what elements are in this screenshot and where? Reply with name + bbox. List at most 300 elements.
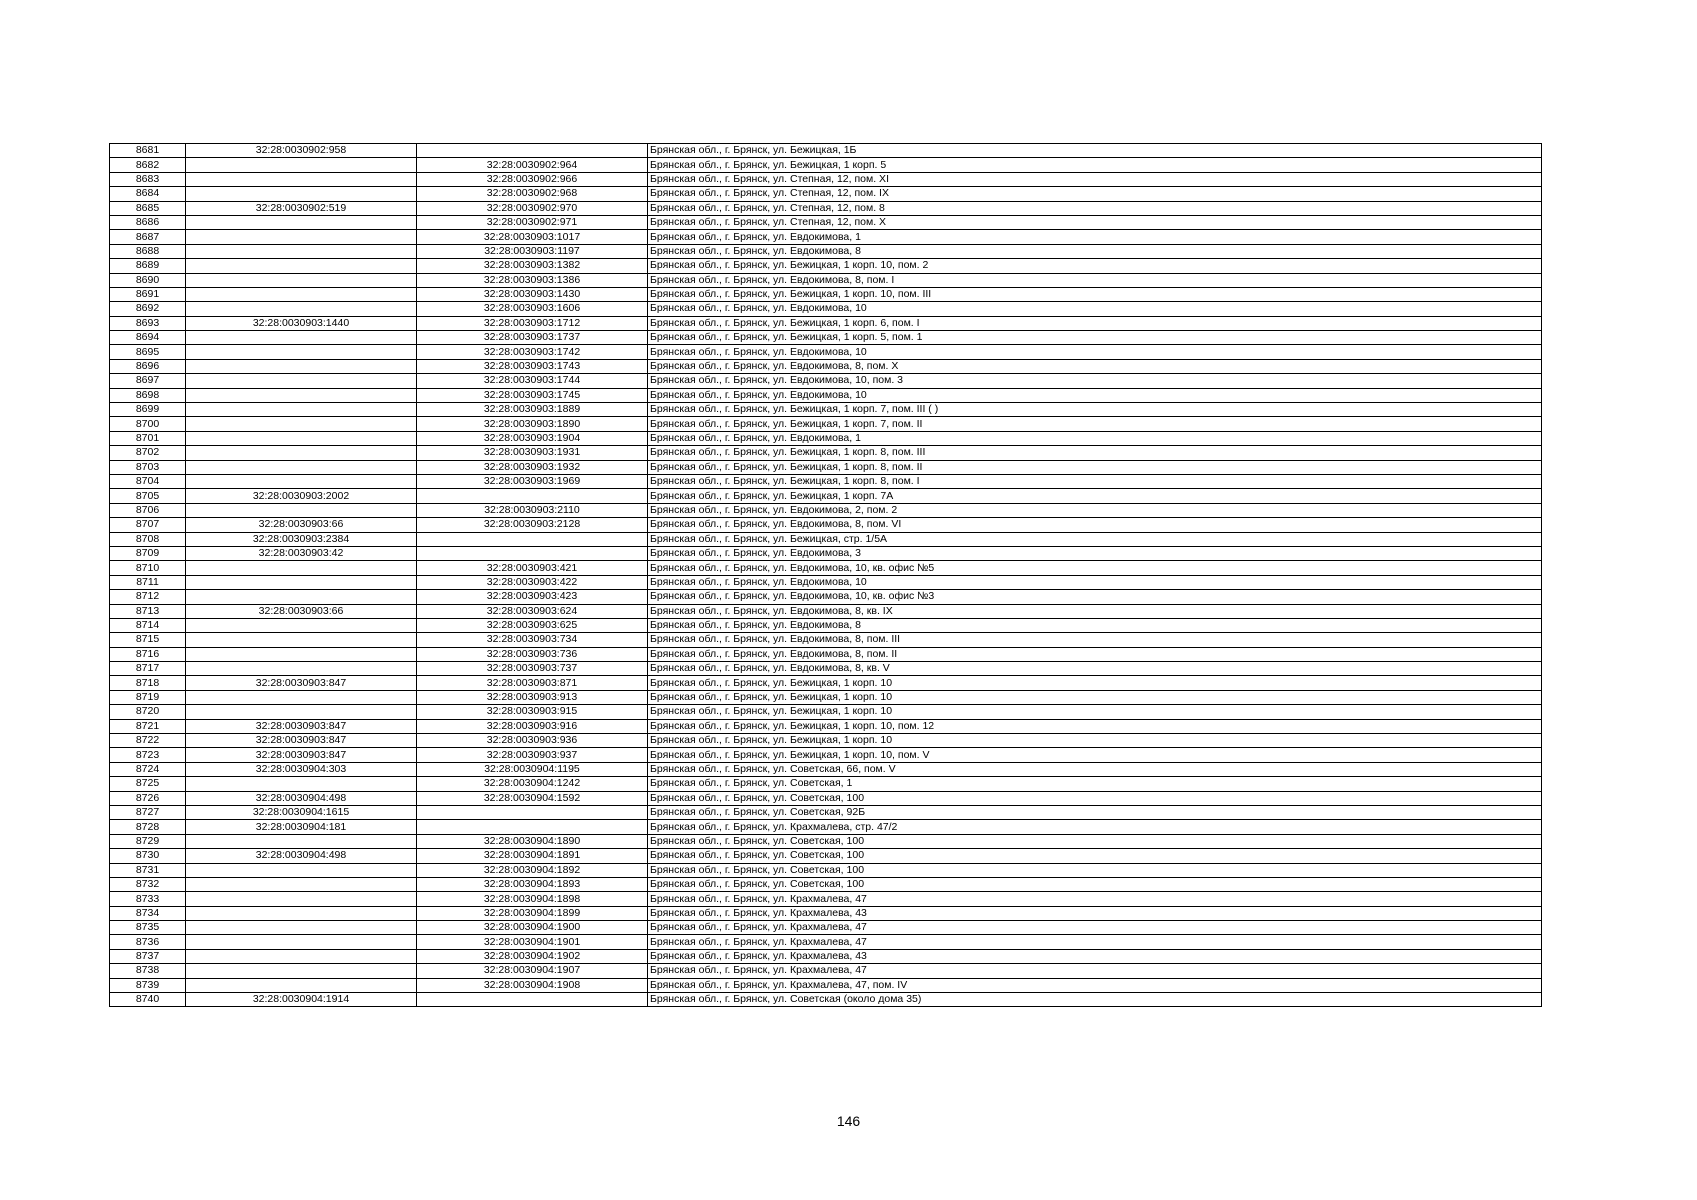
address-cell: Брянская обл., г. Брянск, ул. Бежицкая, 1 корп. 7, пом. II	[648, 417, 1542, 431]
address-cell: Брянская обл., г. Брянск, ул. Бежицкая, 1 корп. 10, пом. 12	[648, 719, 1542, 733]
row-number-cell: 8710	[110, 561, 186, 575]
parcel-number-cell	[186, 863, 417, 877]
table-row	[110, 230, 1542, 244]
table-row	[110, 446, 1542, 460]
parcel-number-cell: 32:28:0030902:958	[186, 144, 417, 158]
object-number-cell: 32:28:0030904:1242	[417, 777, 648, 791]
object-number-cell: 32:28:0030903:1386	[417, 273, 648, 287]
object-number-cell: 32:28:0030904:1907	[417, 964, 648, 978]
table-row	[110, 906, 1542, 920]
object-number-cell: 32:28:0030903:736	[417, 647, 648, 661]
address-cell: Брянская обл., г. Брянск, ул. Крахмалева, 47	[648, 921, 1542, 935]
row-number-cell: 8703	[110, 460, 186, 474]
table-row	[110, 734, 1542, 748]
address-cell: Брянская обл., г. Брянск, ул. Советская, 1	[648, 777, 1542, 791]
object-number-cell: 32:28:0030903:913	[417, 690, 648, 704]
row-number-cell: 8740	[110, 993, 186, 1007]
table-row	[110, 388, 1542, 402]
parcel-number-cell	[186, 359, 417, 373]
table-row	[110, 287, 1542, 301]
object-number-cell: 32:28:0030903:1932	[417, 460, 648, 474]
object-number-cell: 32:28:0030902:964	[417, 158, 648, 172]
table-row	[110, 705, 1542, 719]
address-cell: Брянская обл., г. Брянск, ул. Бежицкая, 1 корп. 7, пом. III ( )	[648, 403, 1542, 417]
table-row	[110, 273, 1542, 287]
table-row	[110, 331, 1542, 345]
table-row	[110, 777, 1542, 791]
object-number-cell: 32:28:0030902:971	[417, 215, 648, 229]
object-number-cell: 32:28:0030904:1890	[417, 834, 648, 848]
parcel-number-cell: 32:28:0030904:303	[186, 762, 417, 776]
row-number-cell: 8687	[110, 230, 186, 244]
row-number-cell: 8691	[110, 287, 186, 301]
parcel-number-cell	[186, 287, 417, 301]
row-number-cell: 8702	[110, 446, 186, 460]
address-cell: Брянская обл., г. Брянск, ул. Евдокимова, 8, пом. III	[648, 633, 1542, 647]
address-cell: Брянская обл., г. Брянск, ул. Советская, 100	[648, 849, 1542, 863]
parcel-number-cell	[186, 474, 417, 488]
parcel-number-cell	[186, 244, 417, 258]
row-number-cell: 8705	[110, 489, 186, 503]
address-cell: Брянская обл., г. Брянск, ул. Бежицкая, 1 корп. 5, пом. 1	[648, 331, 1542, 345]
row-number-cell: 8685	[110, 201, 186, 215]
parcel-number-cell	[186, 906, 417, 920]
table-row	[110, 518, 1542, 532]
object-number-cell: 32:28:0030904:1891	[417, 849, 648, 863]
object-number-cell: 32:28:0030904:1898	[417, 892, 648, 906]
parcel-number-cell	[186, 431, 417, 445]
row-number-cell: 8681	[110, 144, 186, 158]
row-number-cell: 8739	[110, 978, 186, 992]
row-number-cell: 8695	[110, 345, 186, 359]
row-number-cell: 8700	[110, 417, 186, 431]
table-row	[110, 618, 1542, 632]
object-number-cell: 32:28:0030904:1908	[417, 978, 648, 992]
table-row	[110, 676, 1542, 690]
object-number-cell: 32:28:0030903:1197	[417, 244, 648, 258]
parcel-number-cell	[186, 259, 417, 273]
row-number-cell: 8684	[110, 187, 186, 201]
address-cell: Брянская обл., г. Брянск, ул. Советская, 92Б	[648, 805, 1542, 819]
object-number-cell: 32:28:0030903:916	[417, 719, 648, 733]
object-number-cell: 32:28:0030904:1892	[417, 863, 648, 877]
address-cell: Брянская обл., г. Брянск, ул. Евдокимова, 8, пом. II	[648, 647, 1542, 661]
parcel-number-cell	[186, 302, 417, 316]
parcel-number-cell: 32:28:0030903:66	[186, 518, 417, 532]
object-number-cell: 32:28:0030904:1592	[417, 791, 648, 805]
address-cell: Брянская обл., г. Брянск, ул. Евдокимова, 1	[648, 431, 1542, 445]
parcel-number-cell	[186, 388, 417, 402]
row-number-cell: 8733	[110, 892, 186, 906]
table-row	[110, 647, 1542, 661]
address-cell: Брянская обл., г. Брянск, ул. Евдокимова, 2, пом. 2	[648, 503, 1542, 517]
table-row	[110, 561, 1542, 575]
parcel-number-cell	[186, 964, 417, 978]
object-number-cell: 32:28:0030903:937	[417, 748, 648, 762]
object-number-cell	[417, 532, 648, 546]
table-row	[110, 993, 1542, 1007]
object-number-cell: 32:28:0030903:1712	[417, 316, 648, 330]
object-number-cell: 32:28:0030903:625	[417, 618, 648, 632]
parcel-number-cell	[186, 273, 417, 287]
object-number-cell: 32:28:0030902:968	[417, 187, 648, 201]
object-number-cell: 32:28:0030903:422	[417, 575, 648, 589]
object-number-cell	[417, 489, 648, 503]
object-number-cell: 32:28:0030903:1606	[417, 302, 648, 316]
address-cell: Брянская обл., г. Брянск, ул. Крахмалева, стр. 47/2	[648, 820, 1542, 834]
object-number-cell	[417, 144, 648, 158]
row-number-cell: 8726	[110, 791, 186, 805]
table-row	[110, 575, 1542, 589]
table-row	[110, 172, 1542, 186]
address-cell: Брянская обл., г. Брянск, ул. Крахмалева, 47, пом. IV	[648, 978, 1542, 992]
object-number-cell	[417, 820, 648, 834]
table-row	[110, 302, 1542, 316]
row-number-cell: 8689	[110, 259, 186, 273]
address-cell: Брянская обл., г. Брянск, ул. Степная, 12, пом. XI	[648, 172, 1542, 186]
parcel-number-cell	[186, 158, 417, 172]
table-row	[110, 259, 1542, 273]
row-number-cell: 8723	[110, 748, 186, 762]
row-number-cell: 8694	[110, 331, 186, 345]
parcel-number-cell	[186, 690, 417, 704]
object-number-cell: 32:28:0030903:1382	[417, 259, 648, 273]
object-number-cell: 32:28:0030903:1889	[417, 403, 648, 417]
address-cell: Брянская обл., г. Брянск, ул. Бежицкая, 1 корп. 7А	[648, 489, 1542, 503]
parcel-number-cell: 32:28:0030904:181	[186, 820, 417, 834]
object-number-cell: 32:28:0030903:1931	[417, 446, 648, 460]
row-number-cell: 8699	[110, 403, 186, 417]
table-row	[110, 144, 1542, 158]
address-cell: Брянская обл., г. Брянск, ул. Советская, 66, пом. V	[648, 762, 1542, 776]
row-number-cell: 8711	[110, 575, 186, 589]
parcel-number-cell	[186, 705, 417, 719]
object-number-cell: 32:28:0030903:1430	[417, 287, 648, 301]
object-number-cell	[417, 993, 648, 1007]
row-number-cell: 8715	[110, 633, 186, 647]
row-number-cell: 8708	[110, 532, 186, 546]
table-row	[110, 532, 1542, 546]
row-number-cell: 8725	[110, 777, 186, 791]
table-row	[110, 345, 1542, 359]
table-row	[110, 187, 1542, 201]
address-cell: Брянская обл., г. Брянск, ул. Евдокимова, 10, пом. 3	[648, 374, 1542, 388]
parcel-number-cell	[186, 892, 417, 906]
row-number-cell: 8727	[110, 805, 186, 819]
row-number-cell: 8719	[110, 690, 186, 704]
address-cell: Брянская обл., г. Брянск, ул. Евдокимова, 10	[648, 388, 1542, 402]
row-number-cell: 8682	[110, 158, 186, 172]
row-number-cell: 8729	[110, 834, 186, 848]
address-cell: Брянская обл., г. Брянск, ул. Бежицкая, 1 корп. 8, пом. I	[648, 474, 1542, 488]
object-number-cell: 32:28:0030903:2110	[417, 503, 648, 517]
object-number-cell: 32:28:0030903:734	[417, 633, 648, 647]
address-cell: Брянская обл., г. Брянск, ул. Бежицкая, 1 корп. 10	[648, 676, 1542, 690]
parcel-number-cell	[186, 777, 417, 791]
address-cell: Брянская обл., г. Брянск, ул. Евдокимова, 8, пом. I	[648, 273, 1542, 287]
object-number-cell: 32:28:0030903:1743	[417, 359, 648, 373]
table-row	[110, 215, 1542, 229]
table-row	[110, 791, 1542, 805]
table-row	[110, 359, 1542, 373]
table-row	[110, 820, 1542, 834]
object-number-cell: 32:28:0030904:1902	[417, 949, 648, 963]
parcel-number-cell	[186, 978, 417, 992]
row-number-cell: 8738	[110, 964, 186, 978]
table-row	[110, 244, 1542, 258]
address-cell: Брянская обл., г. Брянск, ул. Бежицкая, стр. 1/5А	[648, 532, 1542, 546]
table-row	[110, 935, 1542, 949]
object-number-cell: 32:28:0030904:1899	[417, 906, 648, 920]
row-number-cell: 8706	[110, 503, 186, 517]
table-row	[110, 474, 1542, 488]
address-cell: Брянская обл., г. Брянск, ул. Советская, 100	[648, 877, 1542, 891]
parcel-number-cell	[186, 949, 417, 963]
parcel-number-cell	[186, 834, 417, 848]
table-row	[110, 964, 1542, 978]
row-number-cell: 8736	[110, 935, 186, 949]
parcel-number-cell	[186, 590, 417, 604]
row-number-cell: 8714	[110, 618, 186, 632]
address-cell: Брянская обл., г. Брянск, ул. Советская, 100	[648, 863, 1542, 877]
table-row	[110, 374, 1542, 388]
table-row	[110, 849, 1542, 863]
parcel-number-cell	[186, 877, 417, 891]
row-number-cell: 8704	[110, 474, 186, 488]
row-number-cell: 8713	[110, 604, 186, 618]
address-cell: Брянская обл., г. Брянск, ул. Евдокимова, 3	[648, 546, 1542, 560]
object-number-cell: 32:28:0030902:970	[417, 201, 648, 215]
address-cell: Брянская обл., г. Брянск, ул. Бежицкая, 1 корп. 10, пом. 2	[648, 259, 1542, 273]
row-number-cell: 8732	[110, 877, 186, 891]
parcel-number-cell: 32:28:0030903:847	[186, 719, 417, 733]
address-cell: Брянская обл., г. Брянск, ул. Крахмалева, 47	[648, 892, 1542, 906]
address-cell: Брянская обл., г. Брянск, ул. Крахмалева, 47	[648, 964, 1542, 978]
parcel-number-cell: 32:28:0030902:519	[186, 201, 417, 215]
parcel-number-cell	[186, 921, 417, 935]
registry-table	[109, 143, 1542, 1007]
table-row	[110, 949, 1542, 963]
table-row	[110, 201, 1542, 215]
row-number-cell: 8683	[110, 172, 186, 186]
table-row	[110, 863, 1542, 877]
address-cell: Брянская обл., г. Брянск, ул. Евдокимова, 10	[648, 575, 1542, 589]
table-row	[110, 892, 1542, 906]
row-number-cell: 8737	[110, 949, 186, 963]
address-cell: Брянская обл., г. Брянск, ул. Евдокимова, 8, пом. X	[648, 359, 1542, 373]
row-number-cell: 8686	[110, 215, 186, 229]
parcel-number-cell	[186, 187, 417, 201]
row-number-cell: 8731	[110, 863, 186, 877]
parcel-number-cell	[186, 230, 417, 244]
object-number-cell: 32:28:0030903:871	[417, 676, 648, 690]
object-number-cell: 32:28:0030903:1744	[417, 374, 648, 388]
table-row	[110, 805, 1542, 819]
object-number-cell: 32:28:0030903:1890	[417, 417, 648, 431]
parcel-number-cell: 32:28:0030903:847	[186, 734, 417, 748]
parcel-number-cell	[186, 662, 417, 676]
object-number-cell	[417, 805, 648, 819]
parcel-number-cell	[186, 633, 417, 647]
parcel-number-cell	[186, 172, 417, 186]
table-row	[110, 316, 1542, 330]
parcel-number-cell	[186, 647, 417, 661]
page-number: 146	[836, 1113, 861, 1129]
address-cell: Брянская обл., г. Брянск, ул. Бежицкая, 1 корп. 10	[648, 734, 1542, 748]
row-number-cell: 8692	[110, 302, 186, 316]
parcel-number-cell: 32:28:0030904:498	[186, 849, 417, 863]
address-cell: Брянская обл., г. Брянск, ул. Советская, 100	[648, 791, 1542, 805]
parcel-number-cell: 32:28:0030903:847	[186, 676, 417, 690]
address-cell: Брянская обл., г. Брянск, ул. Бежицкая, 1 корп. 5	[648, 158, 1542, 172]
parcel-number-cell	[186, 345, 417, 359]
table-row	[110, 921, 1542, 935]
parcel-number-cell: 32:28:0030903:1440	[186, 316, 417, 330]
table-row	[110, 403, 1542, 417]
table-row	[110, 417, 1542, 431]
object-number-cell: 32:28:0030903:1737	[417, 331, 648, 345]
address-cell: Брянская обл., г. Брянск, ул. Евдокимова, 8	[648, 618, 1542, 632]
address-cell: Брянская обл., г. Брянск, ул. Евдокимова, 10, кв. офис №3	[648, 590, 1542, 604]
address-cell: Брянская обл., г. Брянск, ул. Степная, 12, пом. IX	[648, 187, 1542, 201]
row-number-cell: 8724	[110, 762, 186, 776]
address-cell: Брянская обл., г. Брянск, ул. Советская (около дома 35)	[648, 993, 1542, 1007]
table-row	[110, 978, 1542, 992]
parcel-number-cell	[186, 503, 417, 517]
address-cell: Брянская обл., г. Брянск, ул. Евдокимова, 8, кв. IX	[648, 604, 1542, 618]
row-number-cell: 8716	[110, 647, 186, 661]
parcel-number-cell	[186, 935, 417, 949]
row-number-cell: 8722	[110, 734, 186, 748]
row-number-cell: 8698	[110, 388, 186, 402]
row-number-cell: 8697	[110, 374, 186, 388]
parcel-number-cell	[186, 215, 417, 229]
object-number-cell	[417, 546, 648, 560]
parcel-number-cell: 32:28:0030904:1615	[186, 805, 417, 819]
address-cell: Брянская обл., г. Брянск, ул. Крахмалева, 43	[648, 906, 1542, 920]
object-number-cell: 32:28:0030903:1904	[417, 431, 648, 445]
row-number-cell: 8690	[110, 273, 186, 287]
row-number-cell: 8735	[110, 921, 186, 935]
table-row	[110, 877, 1542, 891]
address-cell: Брянская обл., г. Брянск, ул. Бежицкая, 1 корп. 10	[648, 705, 1542, 719]
parcel-number-cell	[186, 403, 417, 417]
row-number-cell: 8712	[110, 590, 186, 604]
table-row	[110, 633, 1542, 647]
table-row	[110, 690, 1542, 704]
object-number-cell: 32:28:0030903:421	[417, 561, 648, 575]
row-number-cell: 8728	[110, 820, 186, 834]
row-number-cell: 8701	[110, 431, 186, 445]
address-cell: Брянская обл., г. Брянск, ул. Степная, 12, пом. X	[648, 215, 1542, 229]
parcel-number-cell: 32:28:0030903:847	[186, 748, 417, 762]
object-number-cell: 32:28:0030903:2128	[417, 518, 648, 532]
address-cell: Брянская обл., г. Брянск, ул. Евдокимова, 10, кв. офис №5	[648, 561, 1542, 575]
object-number-cell: 32:28:0030903:936	[417, 734, 648, 748]
address-cell: Брянская обл., г. Брянск, ул. Бежицкая, 1 корп. 10, пом. III	[648, 287, 1542, 301]
parcel-number-cell: 32:28:0030903:2002	[186, 489, 417, 503]
object-number-cell: 32:28:0030904:1195	[417, 762, 648, 776]
object-number-cell: 32:28:0030903:423	[417, 590, 648, 604]
table-row	[110, 719, 1542, 733]
row-number-cell: 8688	[110, 244, 186, 258]
row-number-cell: 8730	[110, 849, 186, 863]
object-number-cell: 32:28:0030903:1745	[417, 388, 648, 402]
row-number-cell: 8721	[110, 719, 186, 733]
parcel-number-cell	[186, 618, 417, 632]
table-row	[110, 431, 1542, 445]
parcel-number-cell	[186, 374, 417, 388]
table-row	[110, 503, 1542, 517]
table-row	[110, 158, 1542, 172]
address-cell: Брянская обл., г. Брянск, ул. Бежицкая, 1 корп. 10	[648, 690, 1542, 704]
parcel-number-cell	[186, 561, 417, 575]
address-cell: Брянская обл., г. Брянск, ул. Советская, 100	[648, 834, 1542, 848]
address-cell: Брянская обл., г. Брянск, ул. Крахмалева, 47	[648, 935, 1542, 949]
table-row	[110, 748, 1542, 762]
row-number-cell: 8734	[110, 906, 186, 920]
parcel-number-cell	[186, 331, 417, 345]
address-cell: Брянская обл., г. Брянск, ул. Евдокимова, 8, кв. V	[648, 662, 1542, 676]
address-cell: Брянская обл., г. Брянск, ул. Бежицкая, 1Б	[648, 144, 1542, 158]
row-number-cell: 8720	[110, 705, 186, 719]
object-number-cell: 32:28:0030904:1900	[417, 921, 648, 935]
parcel-number-cell	[186, 575, 417, 589]
address-cell: Брянская обл., г. Брянск, ул. Бежицкая, 1 корп. 8, пом. II	[648, 460, 1542, 474]
address-cell: Брянская обл., г. Брянск, ул. Евдокимова, 1	[648, 230, 1542, 244]
parcel-number-cell	[186, 417, 417, 431]
address-cell: Брянская обл., г. Брянск, ул. Крахмалева, 43	[648, 949, 1542, 963]
table-row	[110, 460, 1542, 474]
row-number-cell: 8693	[110, 316, 186, 330]
table-row	[110, 489, 1542, 503]
parcel-number-cell	[186, 460, 417, 474]
parcel-number-cell: 32:28:0030903:2384	[186, 532, 417, 546]
parcel-number-cell	[186, 446, 417, 460]
row-number-cell: 8707	[110, 518, 186, 532]
address-cell: Брянская обл., г. Брянск, ул. Евдокимова, 8	[648, 244, 1542, 258]
registry-table-body	[110, 144, 1542, 1007]
table-row	[110, 662, 1542, 676]
table-row	[110, 834, 1542, 848]
address-cell: Брянская обл., г. Брянск, ул. Бежицкая, 1 корп. 10, пом. V	[648, 748, 1542, 762]
row-number-cell: 8718	[110, 676, 186, 690]
address-cell: Брянская обл., г. Брянск, ул. Степная, 12, пом. 8	[648, 201, 1542, 215]
parcel-number-cell: 32:28:0030904:1914	[186, 993, 417, 1007]
object-number-cell: 32:28:0030904:1893	[417, 877, 648, 891]
parcel-number-cell: 32:28:0030904:498	[186, 791, 417, 805]
object-number-cell: 32:28:0030903:915	[417, 705, 648, 719]
object-number-cell: 32:28:0030903:624	[417, 604, 648, 618]
object-number-cell: 32:28:0030904:1901	[417, 935, 648, 949]
object-number-cell: 32:28:0030903:737	[417, 662, 648, 676]
address-cell: Брянская обл., г. Брянск, ул. Евдокимова, 10	[648, 302, 1542, 316]
address-cell: Брянская обл., г. Брянск, ул. Евдокимова, 8, пом. VI	[648, 518, 1542, 532]
parcel-number-cell: 32:28:0030903:66	[186, 604, 417, 618]
parcel-number-cell: 32:28:0030903:42	[186, 546, 417, 560]
table-row	[110, 546, 1542, 560]
address-cell: Брянская обл., г. Брянск, ул. Евдокимова, 10	[648, 345, 1542, 359]
address-cell: Брянская обл., г. Брянск, ул. Бежицкая, 1 корп. 6, пом. I	[648, 316, 1542, 330]
address-cell: Брянская обл., г. Брянск, ул. Бежицкая, 1 корп. 8, пом. III	[648, 446, 1542, 460]
object-number-cell: 32:28:0030902:966	[417, 172, 648, 186]
row-number-cell: 8696	[110, 359, 186, 373]
row-number-cell: 8717	[110, 662, 186, 676]
table-row	[110, 604, 1542, 618]
object-number-cell: 32:28:0030903:1017	[417, 230, 648, 244]
table-row	[110, 590, 1542, 604]
object-number-cell: 32:28:0030903:1742	[417, 345, 648, 359]
